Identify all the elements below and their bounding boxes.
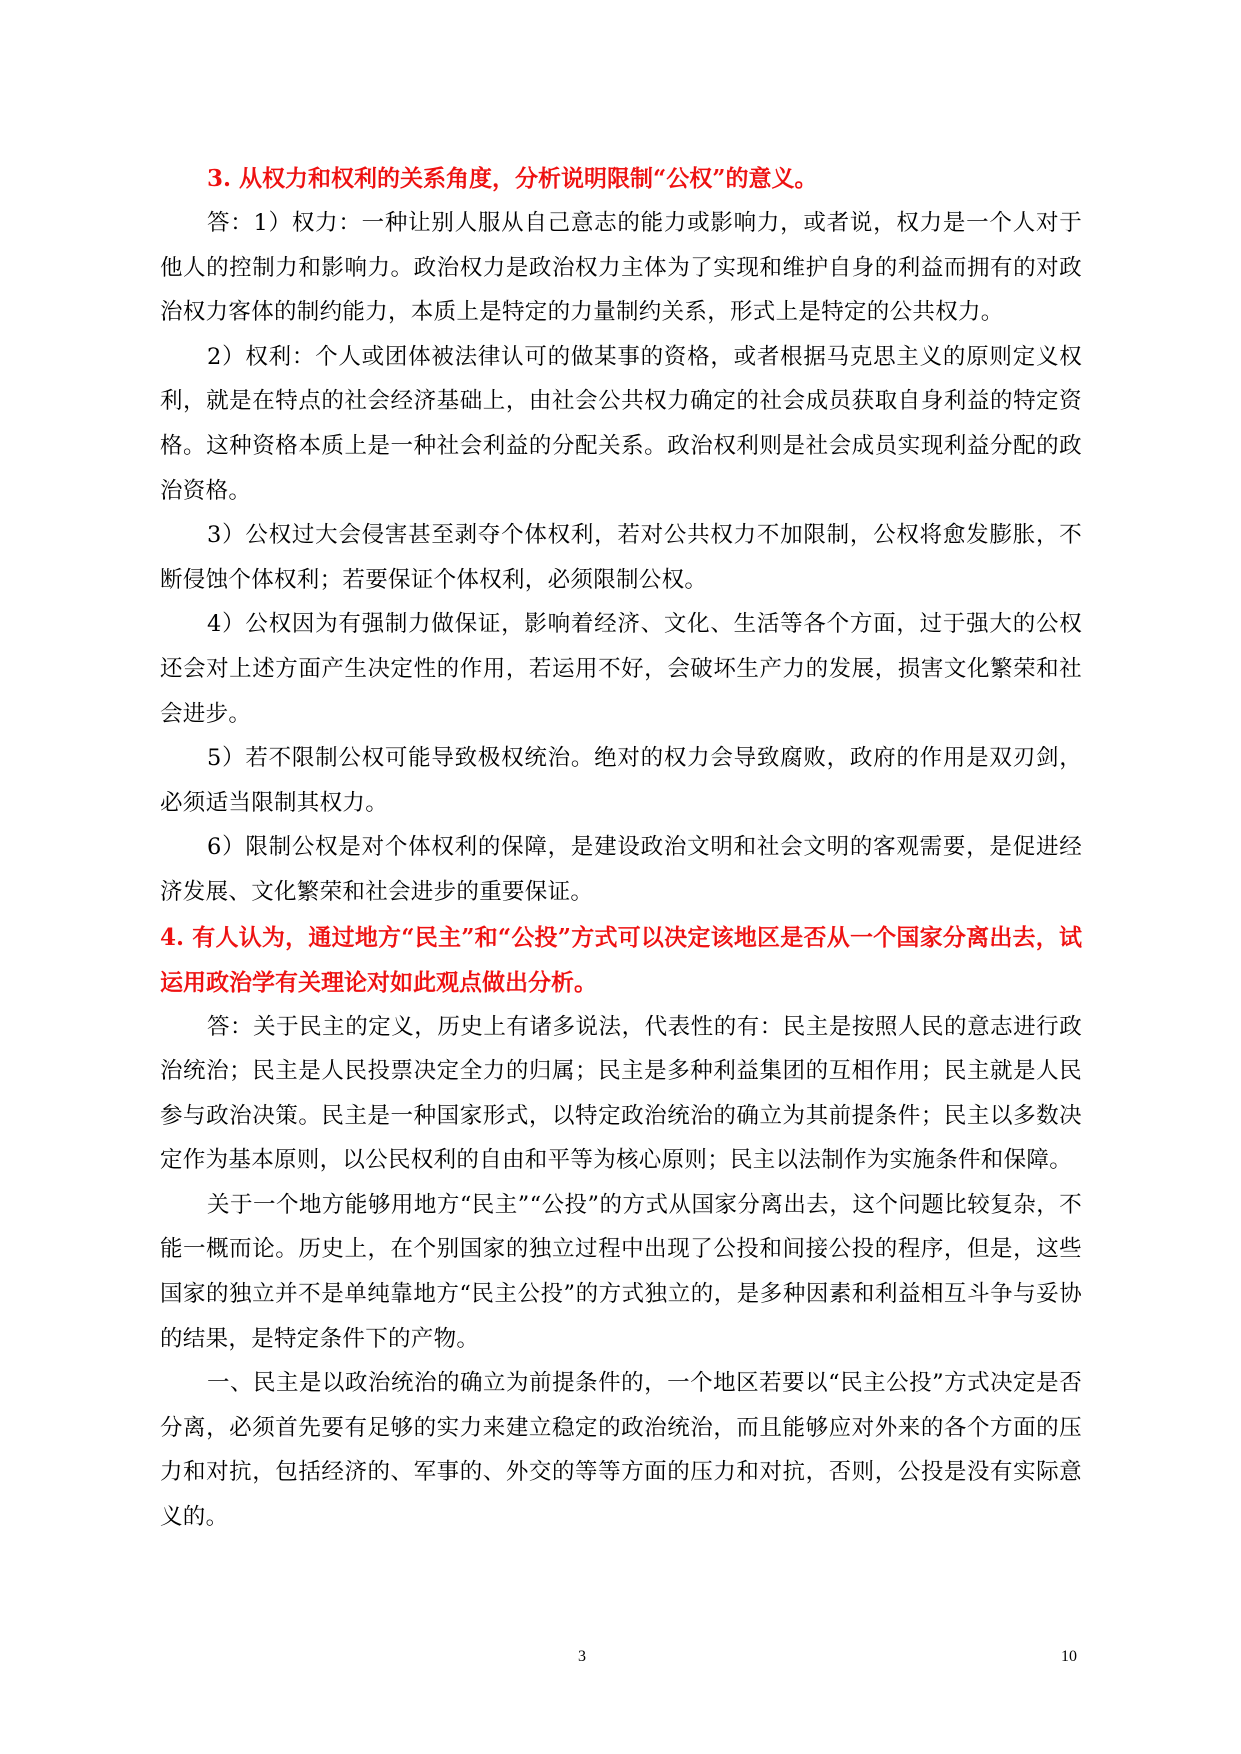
q3-answer-paragraph-3: 3）公权过大会侵害甚至剥夺个体权利，若对公共权力不加限制，公权将愈发膨胀，不断侵蚀个体权利；若要保证个体权利，必须限制公权。 [160,522,1082,593]
q4-answer-paragraph-2: 关于一个地方能够用地方“民主”“公投”的方式从国家分离出去，这个问题比较复杂，不能一概而论。历史上，在个别国家的独立过程中出现了公投和间接公投的程序，但是，这些国家的独立并不是单纯靠地方“民主公投”的方式独立的，是多种因素和利益相互斗争与妥协的结果，是特定条件下的产物。 [160,1191,1082,1352]
q4-answer-paragraph-1: 答：关于民主的定义，历史上有诸多说法，代表性的有：民主是按照人民的意志进行政治统治；民主是人民投票决定全力的归属；民主是多种利益集团的互相作用；民主就是人民参与政治决策。民主是一种国家形式，以特定政治统治的确立为其前提条件；民主以多数决定作为基本原则，以公民权利的自由和平等为核心原则；民主以法制作为实施条件和保障。 [160,1013,1082,1174]
q3-answer-paragraph-6: 6）限制公权是对个体权利的保障，是建设政治文明和社会文明的客观需要，是促进经济发展、文化繁荣和社会进步的重要保证。 [160,834,1082,905]
page-number: 3 [578,1648,586,1665]
total-pages: 10 [1061,1648,1077,1665]
q3-answer-paragraph-1: 答：1）权力：一种让别人服从自己意志的能力或影响力，或者说，权力是一个人对于他人的控制力和影响力。政治权力是政治权力主体为了实现和维护自身的利益而拥有的对政治权力客体的制约能力，本质上是特定的力量制约关系，形式上是特定的公共权力。 [160,210,1082,326]
q3-answer-paragraph-5: 5）若不限制公权可能导致极权统治。绝对的权力会导致腐败，政府的作用是双刃剑，必须适当限制其权力。 [160,745,1082,816]
q4-answer-paragraph-3: 一、民主是以政治统治的确立为前提条件的，一个地区若要以“民主公投”方式决定是否分离，必须首先要有足够的实力来建立稳定的政治统治，而且能够应对外来的各个方面的压力和对抗，包括经济的、军事的、外交的等等方面的压力和对抗，否则，公投是没有实际意义的。 [160,1370,1082,1531]
q3-answer-paragraph-4: 4）公权因为有强制力做保证，影响着经济、文化、生活等各个方面，过于强大的公权还会对上述方面产生决定性的作用，若运用不好，会破坏生产力的发展，损害文化繁荣和社会进步。 [160,611,1082,727]
question-3-title: 3. 从权力和权利的关系角度，分析说明限制“公权”的意义。 [207,165,818,192]
page-content [160,156,1082,1540]
question-4-title: 4. 有人认为，通过地方“民主”和“公投”方式可以决定该地区是否从一个国家分离出去，试运用政治学有关理论对如此观点做出分析。 [160,923,1082,996]
q3-answer-paragraph-2: 2）权利：个人或团体被法律认可的做某事的资格，或者根据马克思主义的原则定义权利，就是在特点的社会经济基础上，由社会公共权力确定的社会成员获取自身利益的特定资格。这种资格本质上是一种社会利益的分配关系。政治权利则是社会成员实现利益分配的政治资格。 [160,343,1082,504]
